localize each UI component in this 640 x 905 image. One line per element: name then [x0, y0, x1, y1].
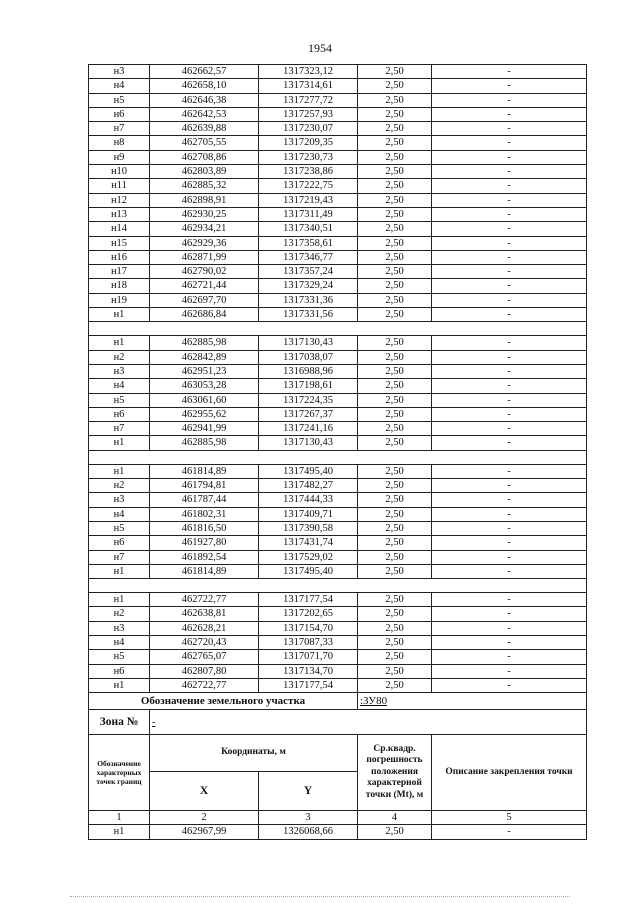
description-cell: -: [432, 678, 587, 692]
description-cell: -: [432, 407, 587, 421]
coord-x-cell: 463053,28: [150, 379, 259, 393]
table-row: [89, 265, 587, 279]
coordinates-table-body: [89, 65, 587, 840]
accuracy-cell: 2,50: [358, 150, 432, 164]
header-point-col: Обозначение характерных точек границ: [89, 735, 150, 811]
point-id-cell: н1: [89, 825, 150, 839]
description-cell: -: [432, 222, 587, 236]
coord-x-cell: 462790,02: [150, 265, 259, 279]
accuracy-cell: 2,50: [358, 550, 432, 564]
description-cell: -: [432, 93, 587, 107]
coord-y-cell: 1317219,43: [259, 193, 358, 207]
accuracy-cell: 2,50: [358, 493, 432, 507]
description-cell: -: [432, 150, 587, 164]
accuracy-cell: 2,50: [358, 93, 432, 107]
coord-x-cell: 462638,81: [150, 607, 259, 621]
description-cell: -: [432, 207, 587, 221]
coord-x-cell: 462871,99: [150, 250, 259, 264]
table-row: [89, 422, 587, 436]
point-id-cell: н4: [89, 379, 150, 393]
coord-y-cell: 1317277,72: [259, 93, 358, 107]
accuracy-cell: 2,50: [358, 635, 432, 649]
coord-y-cell: 1317358,61: [259, 236, 358, 250]
point-id-cell: н1: [89, 593, 150, 607]
description-cell: -: [432, 422, 587, 436]
coord-x-cell: 462885,98: [150, 336, 259, 350]
coord-x-cell: 462941,99: [150, 422, 259, 436]
column-number: 1: [89, 811, 150, 825]
coord-x-cell: 463061,60: [150, 393, 259, 407]
coord-x-cell: 462720,43: [150, 635, 259, 649]
coord-y-cell: 1326068,66: [259, 825, 358, 839]
coord-y-cell: 1317529,02: [259, 550, 358, 564]
coord-y-cell: 1317071,70: [259, 650, 358, 664]
accuracy-cell: 2,50: [358, 222, 432, 236]
description-cell: -: [432, 536, 587, 550]
description-cell: -: [432, 165, 587, 179]
coord-x-cell: 461787,44: [150, 493, 259, 507]
accuracy-cell: 2,50: [358, 350, 432, 364]
point-id-cell: н1: [89, 564, 150, 578]
table-row: [89, 222, 587, 236]
table-row: [89, 293, 587, 307]
description-cell: -: [432, 436, 587, 450]
point-id-cell: н12: [89, 193, 150, 207]
table-row: [89, 150, 587, 164]
table-row: [89, 635, 587, 649]
description-cell: -: [432, 236, 587, 250]
accuracy-cell: 2,50: [358, 564, 432, 578]
accuracy-cell: 2,50: [358, 364, 432, 378]
coord-x-cell: 461802,31: [150, 507, 259, 521]
description-cell: -: [432, 593, 587, 607]
column-number: 2: [150, 811, 259, 825]
coord-x-cell: 462967,99: [150, 825, 259, 839]
coord-x-cell: 462662,57: [150, 65, 259, 79]
accuracy-cell: 2,50: [358, 379, 432, 393]
separator-cell: [89, 579, 587, 593]
description-cell: -: [432, 350, 587, 364]
coord-x-cell: 462722,77: [150, 593, 259, 607]
accuracy-cell: 2,50: [358, 265, 432, 279]
coord-x-cell: 461927,80: [150, 536, 259, 550]
coord-x-cell: 462842,89: [150, 350, 259, 364]
accuracy-cell: 2,50: [358, 407, 432, 421]
coordinates-table: [88, 64, 587, 840]
accuracy-cell: 2,50: [358, 293, 432, 307]
coord-x-cell: 462721,44: [150, 279, 259, 293]
point-id-cell: н11: [89, 179, 150, 193]
table-row: [89, 564, 587, 578]
accuracy-cell: 2,50: [358, 250, 432, 264]
coord-y-cell: 1317495,40: [259, 564, 358, 578]
point-id-cell: н19: [89, 293, 150, 307]
header-y: Y: [259, 772, 358, 811]
description-cell: -: [432, 621, 587, 635]
coord-y-cell: 1317230,07: [259, 122, 358, 136]
parcel-caption: Обозначение земельного участка: [89, 693, 358, 710]
description-cell: -: [432, 279, 587, 293]
description-cell: -: [432, 507, 587, 521]
accuracy-cell: 2,50: [358, 136, 432, 150]
point-id-cell: н7: [89, 422, 150, 436]
table-row: [89, 65, 587, 79]
table-row: [89, 621, 587, 635]
accuracy-cell: 2,50: [358, 122, 432, 136]
point-id-cell: н5: [89, 93, 150, 107]
table-row: [89, 122, 587, 136]
accuracy-cell: 2,50: [358, 207, 432, 221]
description-cell: -: [432, 265, 587, 279]
coord-y-cell: 1317154,70: [259, 621, 358, 635]
coord-y-cell: 1317495,40: [259, 464, 358, 478]
header-x: X: [150, 772, 259, 811]
coord-y-cell: 1317323,12: [259, 65, 358, 79]
point-id-cell: н6: [89, 536, 150, 550]
accuracy-cell: 2,50: [358, 621, 432, 635]
zone-row: [89, 710, 587, 735]
accuracy-cell: 2,50: [358, 507, 432, 521]
table-row: [89, 536, 587, 550]
coord-x-cell: 462765,07: [150, 650, 259, 664]
point-id-cell: н17: [89, 265, 150, 279]
accuracy-cell: 2,50: [358, 65, 432, 79]
table-row: [89, 207, 587, 221]
point-id-cell: н4: [89, 507, 150, 521]
coord-y-cell: 1317222,75: [259, 179, 358, 193]
coord-y-cell: 1317311,49: [259, 207, 358, 221]
parcel-id: :ЗУ80: [358, 693, 587, 710]
coord-x-cell: 462628,21: [150, 621, 259, 635]
coord-y-cell: 1317409,71: [259, 507, 358, 521]
coord-y-cell: 1317130,43: [259, 436, 358, 450]
point-id-cell: н14: [89, 222, 150, 236]
table-row: [89, 136, 587, 150]
accuracy-cell: 2,50: [358, 308, 432, 322]
coord-y-cell: 1316988,96: [259, 364, 358, 378]
table-row: [89, 308, 587, 322]
point-id-cell: н7: [89, 122, 150, 136]
point-id-cell: н1: [89, 308, 150, 322]
table-row: [89, 436, 587, 450]
table-row: [89, 593, 587, 607]
description-cell: -: [432, 379, 587, 393]
point-id-cell: н6: [89, 107, 150, 121]
description-cell: -: [432, 65, 587, 79]
coord-x-cell: 461794,81: [150, 479, 259, 493]
description-cell: -: [432, 308, 587, 322]
accuracy-cell: 2,50: [358, 607, 432, 621]
coord-x-cell: 462686,84: [150, 308, 259, 322]
accuracy-cell: 2,50: [358, 536, 432, 550]
description-cell: -: [432, 122, 587, 136]
table-row: [89, 650, 587, 664]
accuracy-cell: 2,50: [358, 664, 432, 678]
table-row: [89, 165, 587, 179]
coord-x-cell: 462646,38: [150, 93, 259, 107]
column-number: 3: [259, 811, 358, 825]
page-bottom-rule: [70, 896, 570, 897]
point-id-cell: н5: [89, 393, 150, 407]
table-row: [89, 550, 587, 564]
header-accuracy: Ср.квадр. погрешность положения характерной точки (Mt), м: [358, 735, 432, 811]
coord-y-cell: 1317390,58: [259, 521, 358, 535]
point-id-cell: н3: [89, 364, 150, 378]
description-cell: -: [432, 193, 587, 207]
description-cell: -: [432, 393, 587, 407]
point-id-cell: н18: [89, 279, 150, 293]
separator-cell: [89, 450, 587, 464]
block-separator-row: [89, 579, 587, 593]
point-id-cell: н6: [89, 664, 150, 678]
description-cell: -: [432, 664, 587, 678]
description-cell: -: [432, 479, 587, 493]
coord-x-cell: 461816,50: [150, 521, 259, 535]
description-cell: -: [432, 179, 587, 193]
coord-y-cell: 1317177,54: [259, 593, 358, 607]
coord-y-cell: 1317431,74: [259, 536, 358, 550]
table-row: [89, 250, 587, 264]
description-cell: -: [432, 293, 587, 307]
coord-x-cell: 462930,25: [150, 207, 259, 221]
accuracy-cell: 2,50: [358, 650, 432, 664]
table-row: [89, 493, 587, 507]
coord-y-cell: 1317038,07: [259, 350, 358, 364]
coord-x-cell: 462951,23: [150, 364, 259, 378]
coord-y-cell: 1317346,77: [259, 250, 358, 264]
description-cell: -: [432, 136, 587, 150]
coord-y-cell: 1317224,35: [259, 393, 358, 407]
coord-x-cell: 462708,86: [150, 150, 259, 164]
point-id-cell: н16: [89, 250, 150, 264]
table-row: [89, 479, 587, 493]
coord-y-cell: 1317202,65: [259, 607, 358, 621]
coord-x-cell: 461814,89: [150, 464, 259, 478]
column-number: 4: [358, 811, 432, 825]
coord-y-cell: 1317257,93: [259, 107, 358, 121]
coord-x-cell: 461814,89: [150, 564, 259, 578]
coord-x-cell: 462697,70: [150, 293, 259, 307]
coord-y-cell: 1317329,24: [259, 279, 358, 293]
coord-x-cell: 462885,32: [150, 179, 259, 193]
table-row: [89, 93, 587, 107]
description-cell: -: [432, 336, 587, 350]
accuracy-cell: 2,50: [358, 825, 432, 839]
coord-x-cell: 462639,88: [150, 122, 259, 136]
point-id-cell: н15: [89, 236, 150, 250]
coord-y-cell: 1317241,16: [259, 422, 358, 436]
accuracy-cell: 2,50: [358, 393, 432, 407]
table-row: [89, 279, 587, 293]
table-row: [89, 607, 587, 621]
coord-x-cell: 462955,62: [150, 407, 259, 421]
point-id-cell: н1: [89, 464, 150, 478]
table-row: [89, 664, 587, 678]
description-cell: -: [432, 250, 587, 264]
accuracy-cell: 2,50: [358, 165, 432, 179]
coord-y-cell: 1317130,43: [259, 336, 358, 350]
coord-y-cell: 1317340,51: [259, 222, 358, 236]
point-id-cell: н3: [89, 621, 150, 635]
description-cell: -: [432, 550, 587, 564]
table-row: [89, 393, 587, 407]
point-id-cell: н4: [89, 635, 150, 649]
table-row: [89, 193, 587, 207]
accuracy-cell: 2,50: [358, 678, 432, 692]
coord-x-cell: 462642,53: [150, 107, 259, 121]
accuracy-cell: 2,50: [358, 107, 432, 121]
description-cell: -: [432, 825, 587, 839]
coord-x-cell: 461892,54: [150, 550, 259, 564]
table-row: [89, 364, 587, 378]
table-row: [89, 350, 587, 364]
point-id-cell: н9: [89, 150, 150, 164]
coord-x-cell: 462807,80: [150, 664, 259, 678]
table-row: [89, 407, 587, 421]
coord-x-cell: 462705,55: [150, 136, 259, 150]
accuracy-cell: 2,50: [358, 179, 432, 193]
accuracy-cell: 2,50: [358, 422, 432, 436]
description-cell: -: [432, 107, 587, 121]
description-cell: -: [432, 564, 587, 578]
block-separator-row: [89, 450, 587, 464]
accuracy-cell: 2,50: [358, 79, 432, 93]
coord-y-cell: 1317230,73: [259, 150, 358, 164]
accuracy-cell: 2,50: [358, 521, 432, 535]
table-row: [89, 678, 587, 692]
table-row: [89, 79, 587, 93]
point-id-cell: н1: [89, 336, 150, 350]
accuracy-cell: 2,50: [358, 336, 432, 350]
coord-y-cell: 1317331,56: [259, 308, 358, 322]
accuracy-cell: 2,50: [358, 436, 432, 450]
header-row-top: [89, 735, 587, 772]
accuracy-cell: 2,50: [358, 464, 432, 478]
header-description: Описание закрепления точки: [432, 735, 587, 811]
accuracy-cell: 2,50: [358, 193, 432, 207]
point-id-cell: н2: [89, 607, 150, 621]
description-cell: -: [432, 79, 587, 93]
coord-x-cell: 462722,77: [150, 678, 259, 692]
coord-x-cell: 462803,89: [150, 165, 259, 179]
table-row: [89, 336, 587, 350]
description-cell: -: [432, 635, 587, 649]
column-numbers-row: [89, 811, 587, 825]
table-row: [89, 107, 587, 121]
coord-x-cell: 462898,91: [150, 193, 259, 207]
table-row: [89, 507, 587, 521]
coord-y-cell: 1317444,33: [259, 493, 358, 507]
point-id-cell: н3: [89, 65, 150, 79]
description-cell: -: [432, 493, 587, 507]
description-cell: -: [432, 650, 587, 664]
coord-y-cell: 1317314,61: [259, 79, 358, 93]
table-row: [89, 379, 587, 393]
description-cell: -: [432, 607, 587, 621]
table-row: [89, 236, 587, 250]
coord-y-cell: 1317198,61: [259, 379, 358, 393]
coord-y-cell: 1317482,27: [259, 479, 358, 493]
coord-x-cell: 462934,21: [150, 222, 259, 236]
coord-x-cell: 462885,98: [150, 436, 259, 450]
coord-y-cell: 1317267,37: [259, 407, 358, 421]
page-number: 1954: [308, 41, 332, 55]
point-id-cell: н5: [89, 650, 150, 664]
point-id-cell: н5: [89, 521, 150, 535]
header-coords-title: Координаты, м: [150, 735, 358, 772]
point-id-cell: н2: [89, 479, 150, 493]
point-id-cell: н1: [89, 436, 150, 450]
coord-y-cell: 1317177,54: [259, 678, 358, 692]
parcel-row: [89, 693, 587, 710]
block-separator-row: [89, 322, 587, 336]
point-id-cell: н6: [89, 407, 150, 421]
point-id-cell: н10: [89, 165, 150, 179]
coord-y-cell: 1317331,36: [259, 293, 358, 307]
coord-y-cell: 1317087,33: [259, 635, 358, 649]
point-id-cell: н1: [89, 678, 150, 692]
coord-y-cell: 1317238,86: [259, 165, 358, 179]
coord-y-cell: 1317357,24: [259, 265, 358, 279]
point-id-cell: н3: [89, 493, 150, 507]
accuracy-cell: 2,50: [358, 236, 432, 250]
description-cell: -: [432, 364, 587, 378]
coord-y-cell: 1317134,70: [259, 664, 358, 678]
column-number: 5: [432, 811, 587, 825]
table-row: [89, 179, 587, 193]
point-id-cell: н7: [89, 550, 150, 564]
zone-value: -: [150, 710, 587, 735]
description-cell: -: [432, 521, 587, 535]
coord-x-cell: 462929,36: [150, 236, 259, 250]
table-row: [89, 825, 587, 839]
table-row: [89, 521, 587, 535]
point-id-cell: н13: [89, 207, 150, 221]
accuracy-cell: 2,50: [358, 479, 432, 493]
coord-x-cell: 462658,10: [150, 79, 259, 93]
point-id-cell: н2: [89, 350, 150, 364]
description-cell: -: [432, 464, 587, 478]
separator-cell: [89, 322, 587, 336]
accuracy-cell: 2,50: [358, 593, 432, 607]
point-id-cell: н8: [89, 136, 150, 150]
table-row: [89, 464, 587, 478]
coord-y-cell: 1317209,35: [259, 136, 358, 150]
zone-label: Зона №: [89, 710, 150, 735]
point-id-cell: н4: [89, 79, 150, 93]
accuracy-cell: 2,50: [358, 279, 432, 293]
